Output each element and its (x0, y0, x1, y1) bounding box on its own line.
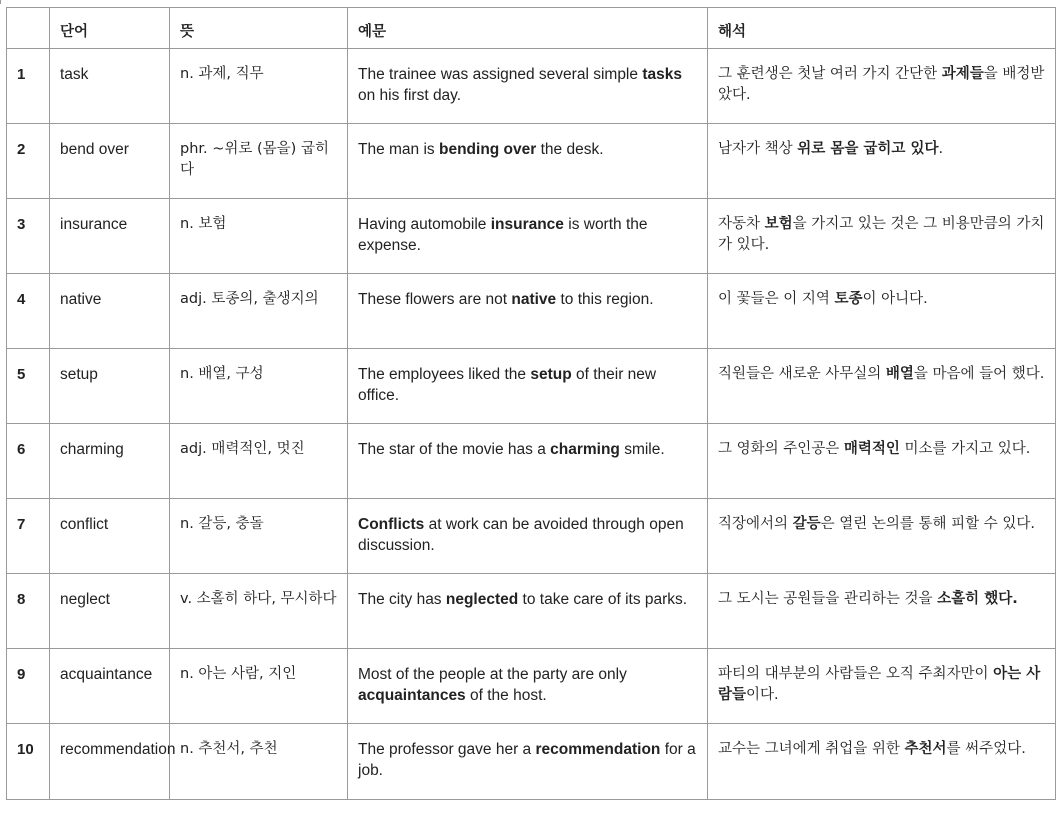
table-row (7, 649, 1056, 724)
word-meaning: phr. ~위로 (몸을) 굽히다 (170, 124, 348, 199)
corner-mark (0, 0, 4, 4)
row-number: 2 (7, 124, 50, 199)
word-meaning: v. 소홀히 하다, 무시하다 (170, 574, 348, 649)
translation-text: 이 꽃들은 이 지역 (718, 291, 835, 307)
translation-text: 을 마음에 들어 했다. (913, 366, 1045, 382)
example-sentence-text: The professor gave her a (358, 741, 536, 758)
vocab-word: setup (50, 349, 170, 424)
example-sentence-text: for a job. (358, 741, 696, 779)
translation-text: 파티의 대부분의 사람들은 오직 주최자만이 (718, 666, 994, 682)
row-number: 5 (7, 349, 50, 424)
vocab-word: charming (50, 424, 170, 499)
translation-highlight: 보험 (764, 216, 793, 232)
word-meaning: adj. 매력적인, 멋진 (170, 424, 348, 499)
table-row (7, 424, 1056, 499)
translation-text: 를 써주었다. (946, 741, 1026, 757)
vocab-word: insurance (50, 199, 170, 274)
translation-text: 직장에서의 (718, 516, 793, 532)
example-sentence-text: Having automobile (358, 216, 491, 233)
vocab-word: acquaintance (50, 649, 170, 724)
row-number: 9 (7, 649, 50, 724)
example-sentence-text: is worth the expense. (358, 216, 648, 254)
header-num (7, 8, 50, 49)
translation-text: 그 훈련생은 첫날 여러 가지 간단한 (718, 66, 942, 82)
word-meaning: n. 갈등, 충돌 (170, 499, 348, 574)
translation-text: 그 도시는 공원들을 관리하는 것을 (718, 591, 938, 607)
translation-text: 을 배정받았다. (718, 66, 1045, 103)
row-number: 3 (7, 199, 50, 274)
translation-highlight: 매력적인 (843, 441, 900, 457)
example-sentence-highlight: bending over (438, 141, 537, 158)
header-word: 단어 (50, 8, 170, 49)
translation-text: 남자가 책상 (718, 141, 798, 157)
example-sentence-text: at work can be avoided through open discussion. (358, 516, 684, 554)
word-meaning: n. 과제, 직무 (170, 49, 348, 124)
translation-text: 이 아니다. (862, 291, 928, 307)
example-sentence-text: to this region. (556, 291, 654, 308)
example-sentence-highlight: Conflicts (358, 516, 425, 533)
example-sentence (348, 649, 708, 724)
example-sentence-text: The star of the movie has a (358, 441, 551, 458)
translation (708, 199, 1056, 274)
translation-text: 이다. (746, 687, 779, 703)
translation-highlight: 과제들 (941, 66, 984, 82)
example-sentence-highlight: native (511, 291, 557, 308)
vocab-table (6, 7, 1056, 800)
example-sentence-highlight: recommendation (535, 741, 661, 758)
example-sentence-text: of the host. (465, 687, 547, 704)
example-sentence-highlight: tasks (642, 66, 682, 83)
vocab-word: neglect (50, 574, 170, 649)
example-sentence-text: The employees liked the (358, 366, 531, 383)
vocab-word: recommendation (50, 724, 170, 800)
translation-text: 직원들은 새로운 사무실의 (718, 366, 886, 382)
example-sentence-text: The city has (358, 591, 446, 608)
example-sentence-text: to take care of its parks. (518, 591, 688, 608)
translation-text: 을 가지고 있는 것은 그 비용만큼의 가치가 있다. (718, 216, 1045, 253)
translation-text: 은 열린 논의를 통해 피할 수 있다. (820, 516, 1036, 532)
translation (708, 649, 1056, 724)
example-sentence-text: smile. (619, 441, 665, 458)
table-row (7, 574, 1056, 649)
translation-highlight: 소홀히 했다. (937, 591, 1018, 607)
example-sentence-text: These flowers are not (358, 291, 512, 308)
header-translation: 해석 (708, 8, 1056, 49)
table-row (7, 124, 1056, 199)
row-number: 1 (7, 49, 50, 124)
translation-highlight: 위로 몸을 굽히고 있다 (797, 141, 939, 157)
table-row (7, 199, 1056, 274)
translation (708, 274, 1056, 349)
table-row (7, 499, 1056, 574)
example-sentence-text: The man is (358, 141, 439, 158)
translation-text: 교수는 그녀에게 취업을 위한 (718, 741, 905, 757)
header-row (7, 8, 1056, 49)
example-sentence-highlight: insurance (490, 216, 564, 233)
example-sentence (348, 274, 708, 349)
table-row (7, 274, 1056, 349)
translation (708, 124, 1056, 199)
translation-highlight: 배열 (885, 366, 914, 382)
translation (708, 574, 1056, 649)
example-sentence-text: of their new office. (358, 366, 657, 404)
vocab-word: task (50, 49, 170, 124)
translation-highlight: 아는 사람들 (718, 666, 1041, 703)
translation-highlight: 토종 (834, 291, 863, 307)
table-row (7, 349, 1056, 424)
table-row (7, 724, 1056, 800)
word-meaning: n. 아는 사람, 지인 (170, 649, 348, 724)
translation-highlight: 추천서 (904, 741, 947, 757)
translation (708, 349, 1056, 424)
vocab-word: bend over (50, 124, 170, 199)
example-sentence-text: The trainee was assigned several simple (358, 66, 643, 83)
vocab-word: native (50, 274, 170, 349)
row-number: 6 (7, 424, 50, 499)
header-example: 예문 (348, 8, 708, 49)
example-sentence-highlight: charming (550, 441, 620, 458)
example-sentence-text: the desk. (536, 141, 604, 158)
word-meaning: n. 추천서, 추천 (170, 724, 348, 800)
example-sentence-text: on his first day. (358, 87, 462, 104)
example-sentence-highlight: neglected (445, 591, 519, 608)
translation (708, 724, 1056, 800)
table-row (7, 49, 1056, 124)
translation-text: 그 영화의 주인공은 (718, 441, 844, 457)
row-number: 4 (7, 274, 50, 349)
row-number: 7 (7, 499, 50, 574)
example-sentence-highlight: setup (530, 366, 572, 383)
word-meaning: n. 배열, 구성 (170, 349, 348, 424)
translation (708, 499, 1056, 574)
example-sentence (348, 499, 708, 574)
vocab-word: conflict (50, 499, 170, 574)
example-sentence (348, 349, 708, 424)
example-sentence-text: Most of the people at the party are only (358, 666, 627, 683)
example-sentence (348, 199, 708, 274)
example-sentence (348, 124, 708, 199)
word-meaning: adj. 토종의, 출생지의 (170, 274, 348, 349)
translation (708, 49, 1056, 124)
translation (708, 424, 1056, 499)
translation-text: 미소를 가지고 있다. (899, 441, 1031, 457)
example-sentence (348, 724, 708, 800)
row-number: 10 (7, 724, 50, 800)
header-meaning: 뜻 (170, 8, 348, 49)
row-number: 8 (7, 574, 50, 649)
example-sentence (348, 424, 708, 499)
translation-text: 자동차 (718, 216, 765, 232)
example-sentence-highlight: acquaintances (358, 687, 466, 704)
translation-highlight: 갈등 (792, 516, 821, 532)
word-meaning: n. 보험 (170, 199, 348, 274)
translation-text: . (938, 141, 944, 157)
example-sentence (348, 49, 708, 124)
example-sentence (348, 574, 708, 649)
